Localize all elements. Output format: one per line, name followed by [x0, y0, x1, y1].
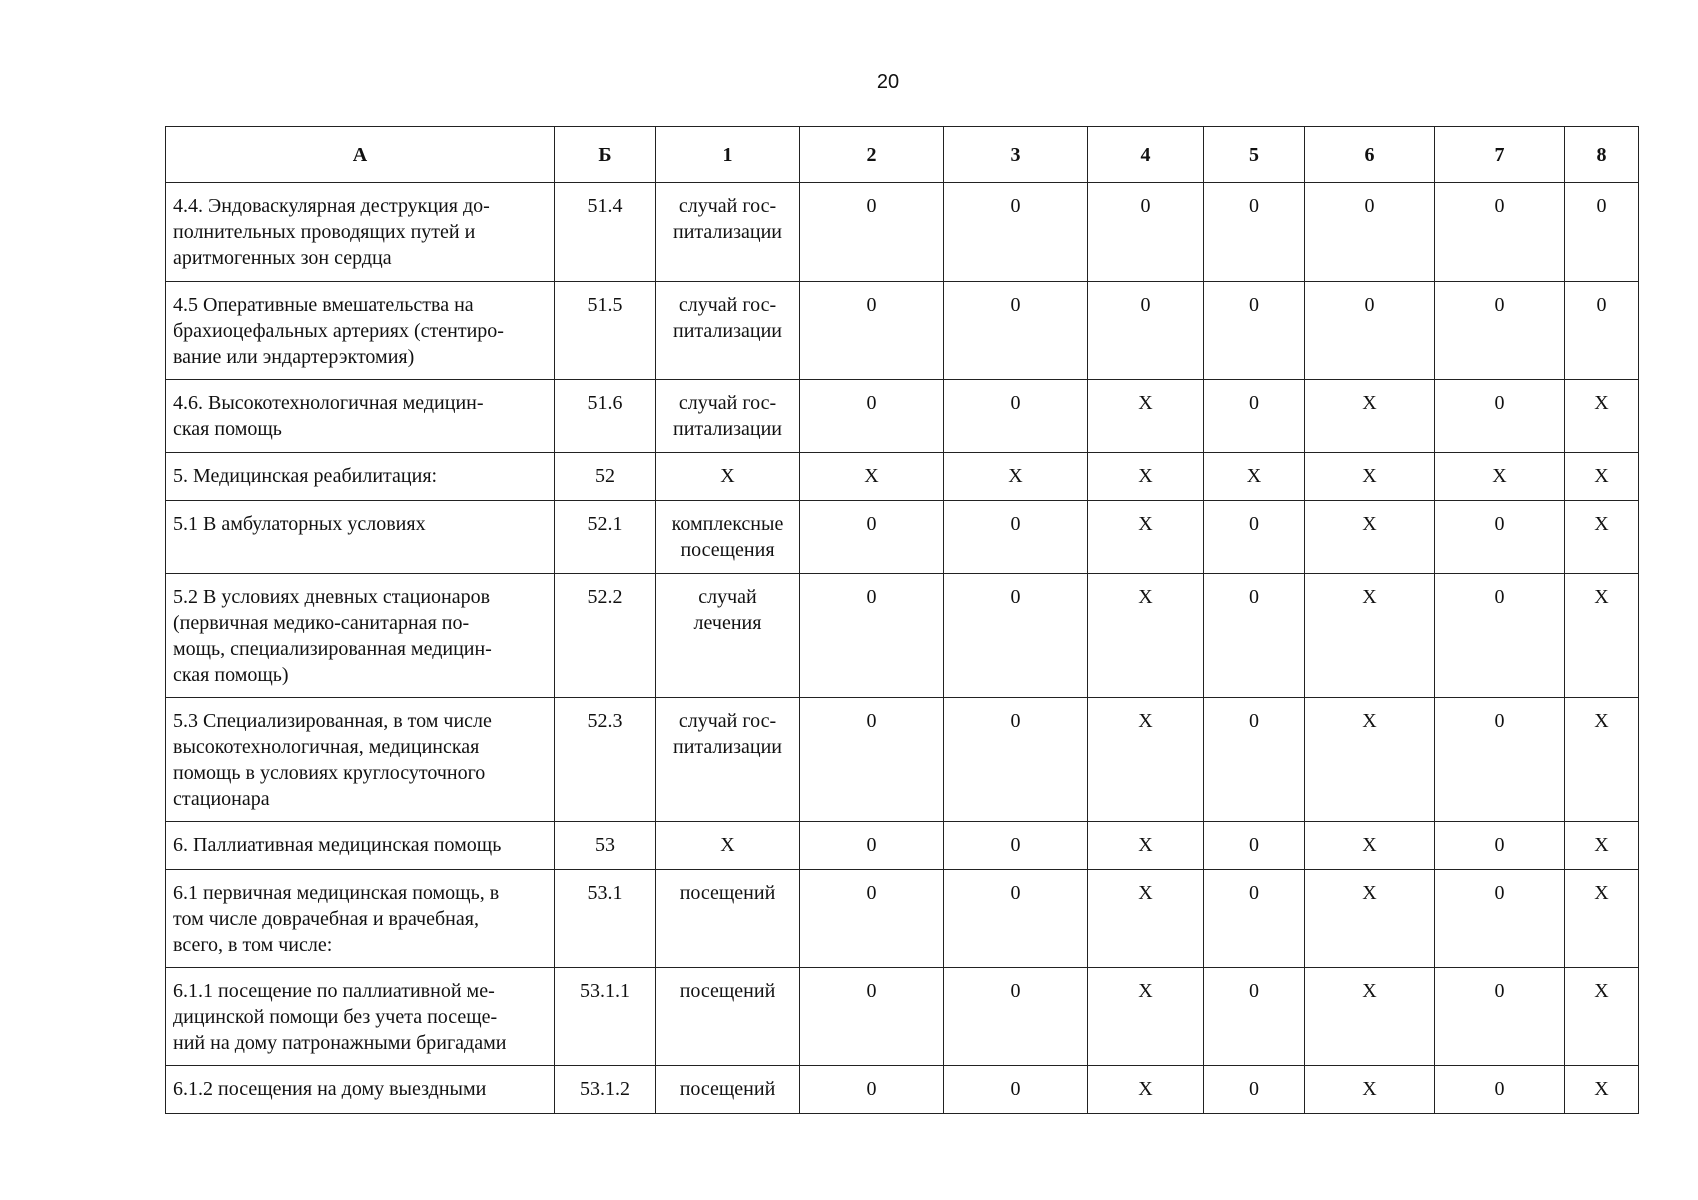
value-cell-col-5: 0	[1204, 1066, 1305, 1114]
value-cell-col-3: 0	[944, 574, 1088, 698]
row-unit-cell: комплексные посещения	[656, 501, 800, 574]
row-unit-cell: Х	[656, 822, 800, 870]
table-header-row	[166, 127, 1639, 183]
value-cell-col-3: 0	[944, 1066, 1088, 1114]
value-cell-col-8: Х	[1565, 870, 1639, 968]
row-code-cell: 52.3	[555, 698, 656, 822]
value-cell-col-4: 0	[1088, 282, 1204, 380]
value-cell-col-2: 0	[800, 870, 944, 968]
value-cell-col-4: Х	[1088, 968, 1204, 1066]
value-cell-col-7: 0	[1435, 870, 1565, 968]
row-name-cell: 6.1.1 посещение по паллиативной ме- дицинской помощи без учета посеще- ний на дому патронажными бригадами	[166, 968, 555, 1066]
value-cell-col-4: Х	[1088, 698, 1204, 822]
value-cell-col-2: 0	[800, 968, 944, 1066]
value-cell-col-7: 0	[1435, 183, 1565, 282]
value-cell-col-7: Х	[1435, 453, 1565, 501]
value-cell-col-3: 0	[944, 380, 1088, 453]
value-cell-col-6: Х	[1305, 870, 1435, 968]
value-cell-col-5: Х	[1204, 453, 1305, 501]
value-cell-col-6: Х	[1305, 968, 1435, 1066]
value-cell-col-2: 0	[800, 1066, 944, 1114]
row-unit-cell: посещений	[656, 968, 800, 1066]
value-cell-col-3: 0	[944, 968, 1088, 1066]
column-header-a: А	[166, 127, 555, 183]
data-table	[165, 126, 1639, 1114]
row-name-cell: 4.6. Высокотехнологичная медицин- ская помощь	[166, 380, 555, 453]
value-cell-col-8: Х	[1565, 574, 1639, 698]
value-cell-col-8: Х	[1565, 501, 1639, 574]
value-cell-col-7: 0	[1435, 574, 1565, 698]
row-code-cell: 53.1.2	[555, 1066, 656, 1114]
column-header-4: 4	[1088, 127, 1204, 183]
value-cell-col-5: 0	[1204, 501, 1305, 574]
page-number: 20	[876, 71, 900, 93]
row-unit-cell: случай гос- питализации	[656, 183, 800, 282]
column-header-2: 2	[800, 127, 944, 183]
column-header-1: 1	[656, 127, 800, 183]
column-header-6: 6	[1305, 127, 1435, 183]
value-cell-col-5: 0	[1204, 822, 1305, 870]
table-row	[166, 282, 1639, 380]
value-cell-col-6: Х	[1305, 501, 1435, 574]
row-code-cell: 53	[555, 822, 656, 870]
value-cell-col-2: 0	[800, 282, 944, 380]
value-cell-col-3: 0	[944, 870, 1088, 968]
column-header-3: 3	[944, 127, 1088, 183]
row-name-cell: 6.1.2 посещения на дому выездными	[166, 1066, 555, 1114]
value-cell-col-7: 0	[1435, 1066, 1565, 1114]
row-unit-cell: случай гос- питализации	[656, 698, 800, 822]
table-row	[166, 698, 1639, 822]
value-cell-col-6: Х	[1305, 822, 1435, 870]
table-row	[166, 968, 1639, 1066]
value-cell-col-4: Х	[1088, 574, 1204, 698]
column-header-7: 7	[1435, 127, 1565, 183]
value-cell-col-2: 0	[800, 380, 944, 453]
row-name-cell: 6. Паллиативная медицинская помощь	[166, 822, 555, 870]
value-cell-col-8: Х	[1565, 1066, 1639, 1114]
value-cell-col-8: Х	[1565, 453, 1639, 501]
value-cell-col-2: 0	[800, 501, 944, 574]
row-unit-cell: случай гос- питализации	[656, 380, 800, 453]
row-name-cell: 5.3 Специализированная, в том числе высокотехнологичная, медицинская помощь в условиях круглосуточного стационара	[166, 698, 555, 822]
value-cell-col-2: Х	[800, 453, 944, 501]
value-cell-col-5: 0	[1204, 574, 1305, 698]
value-cell-col-5: 0	[1204, 282, 1305, 380]
column-header-b: Б	[555, 127, 656, 183]
table-row	[166, 574, 1639, 698]
value-cell-col-2: 0	[800, 574, 944, 698]
value-cell-col-6: Х	[1305, 453, 1435, 501]
value-cell-col-6: 0	[1305, 183, 1435, 282]
value-cell-col-3: 0	[944, 698, 1088, 822]
row-code-cell: 52.2	[555, 574, 656, 698]
row-code-cell: 51.6	[555, 380, 656, 453]
value-cell-col-4: Х	[1088, 822, 1204, 870]
value-cell-col-6: Х	[1305, 574, 1435, 698]
column-header-5: 5	[1204, 127, 1305, 183]
row-name-cell: 4.5 Оперативные вмешательства на брахиоцефальных артериях (стентиро- вание или эндартерэктомия)	[166, 282, 555, 380]
value-cell-col-5: 0	[1204, 870, 1305, 968]
value-cell-col-4: Х	[1088, 870, 1204, 968]
value-cell-col-7: 0	[1435, 698, 1565, 822]
table-row	[166, 183, 1639, 282]
row-code-cell: 51.5	[555, 282, 656, 380]
value-cell-col-5: 0	[1204, 183, 1305, 282]
table-body	[166, 183, 1639, 1114]
value-cell-col-5: 0	[1204, 380, 1305, 453]
value-cell-col-4: Х	[1088, 380, 1204, 453]
value-cell-col-8: Х	[1565, 968, 1639, 1066]
row-code-cell: 52	[555, 453, 656, 501]
row-name-cell: 5.1 В амбулаторных условиях	[166, 501, 555, 574]
value-cell-col-7: 0	[1435, 501, 1565, 574]
value-cell-col-2: 0	[800, 822, 944, 870]
value-cell-col-7: 0	[1435, 968, 1565, 1066]
value-cell-col-3: 0	[944, 282, 1088, 380]
row-code-cell: 52.1	[555, 501, 656, 574]
value-cell-col-5: 0	[1204, 698, 1305, 822]
value-cell-col-4: Х	[1088, 453, 1204, 501]
row-unit-cell: Х	[656, 453, 800, 501]
row-name-cell: 6.1 первичная медицинская помощь, в том числе доврачебная и врачебная, всего, в том числе:	[166, 870, 555, 968]
row-unit-cell: случай гос- питализации	[656, 282, 800, 380]
value-cell-col-2: 0	[800, 698, 944, 822]
table-row	[166, 870, 1639, 968]
table-row	[166, 453, 1639, 501]
row-name-cell: 4.4. Эндоваскулярная деструкция до- полнительных проводящих путей и аритмогенных зон сердца	[166, 183, 555, 282]
row-unit-cell: случай лечения	[656, 574, 800, 698]
value-cell-col-8: Х	[1565, 698, 1639, 822]
row-code-cell: 51.4	[555, 183, 656, 282]
value-cell-col-3: 0	[944, 183, 1088, 282]
table-row	[166, 501, 1639, 574]
row-name-cell: 5. Медицинская реабилитация:	[166, 453, 555, 501]
value-cell-col-8: Х	[1565, 380, 1639, 453]
column-header-8: 8	[1565, 127, 1639, 183]
value-cell-col-3: 0	[944, 822, 1088, 870]
value-cell-col-5: 0	[1204, 968, 1305, 1066]
value-cell-col-6: 0	[1305, 282, 1435, 380]
value-cell-col-8: 0	[1565, 282, 1639, 380]
row-unit-cell: посещений	[656, 1066, 800, 1114]
value-cell-col-6: Х	[1305, 380, 1435, 453]
value-cell-col-7: 0	[1435, 822, 1565, 870]
row-name-cell: 5.2 В условиях дневных стационаров (первичная медико-санитарная по- мощь, специализированная медицин- ская помощь)	[166, 574, 555, 698]
value-cell-col-4: Х	[1088, 1066, 1204, 1114]
value-cell-col-3: Х	[944, 453, 1088, 501]
value-cell-col-4: Х	[1088, 501, 1204, 574]
value-cell-col-8: Х	[1565, 822, 1639, 870]
table-row	[166, 1066, 1639, 1114]
value-cell-col-7: 0	[1435, 282, 1565, 380]
value-cell-col-7: 0	[1435, 380, 1565, 453]
value-cell-col-8: 0	[1565, 183, 1639, 282]
value-cell-col-6: Х	[1305, 698, 1435, 822]
table-row	[166, 380, 1639, 453]
row-code-cell: 53.1	[555, 870, 656, 968]
value-cell-col-3: 0	[944, 501, 1088, 574]
row-code-cell: 53.1.1	[555, 968, 656, 1066]
row-unit-cell: посещений	[656, 870, 800, 968]
table-row	[166, 822, 1639, 870]
value-cell-col-4: 0	[1088, 183, 1204, 282]
value-cell-col-6: Х	[1305, 1066, 1435, 1114]
value-cell-col-2: 0	[800, 183, 944, 282]
